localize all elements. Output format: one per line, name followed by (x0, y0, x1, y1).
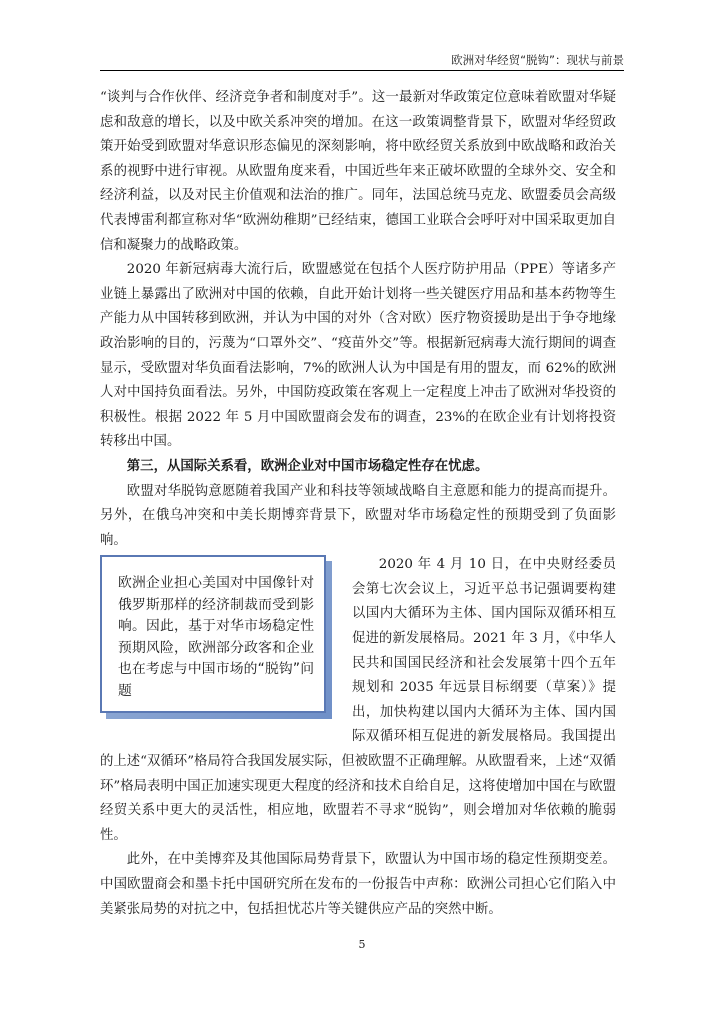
paragraph-1: “谈判与合作伙伴、经济竞争者和制度对手”。这一最新对华政策定位意味着欧盟对华疑虑和敌意的增长，以及中欧关系冲突的增加。在这一政策调整背景下，欧盟对华经贸政策开始受到欧盟对华意识形态偏见的深刻影响，将中欧经贸关系放到中欧战略和政治关系的视野中进行审视。从欧盟角度来看，中国近些年来正破坏欧盟的全球外交、安全和经济利益，以及对民主价值观和法治的推广。同年，法国总统马克龙、欧盟委员会高级代表博雷利都宣称对华“欧洲幼稚期”已经结束，德国工业联合会呼吁对中国采取更加自信和凝聚力的战略政策。 (100, 90, 616, 253)
callout-box (100, 555, 338, 723)
page-number: 5 (358, 938, 366, 951)
section-heading: 第三，从国际关系看，欧洲企业对中国市场稳定性存在忧虑。 (126, 458, 489, 474)
paragraph-2: 2020 年新冠病毒大流行后，欧盟感觉在包括个人医疗防护用品（PPE）等诸多产业链上暴露出了欧洲对中国的依赖，自此开始计划将一些关键医疗用品和基本药物等生产能力从中国转移到欧洲，并认为中国的对外（含对欧）医疗物资援助是出于争夺地缘政治影响的目的，污蔑为“口罩外交”、“疫苗外交”等。根据新冠病毒大流行期间的调查显示，受欧盟对华负面看法影响，7%的欧洲人认为中国是有用的盟友，而 62%的欧洲人对中国持负面看法。另外，中国防疫政策在客观上一定程度上冲击了欧洲对华投资的积极性。根据 2022 年 5 月中国欧盟商会发布的调查，23%的在欧企业有计划将投资转移出中国。 (100, 262, 616, 450)
running-header (100, 52, 624, 71)
page-body (100, 86, 616, 922)
paragraph-5: 此外，在中美博弈及其他国际局势背景下，欧盟认为中国市场的稳定性预期变差。中国欧盟商会和墨卡托中国研究所在发布的一份报告中声称：欧洲公司担心它们陷入中美紧张局势的对抗之中，包括担忧芯片等关键供应产品的突然中断。 (100, 852, 616, 917)
running-header-title: 欧洲对华经贸“脱钩”：现状与前景 (451, 53, 624, 67)
paragraph-3: 欧盟对华脱钩意愿随着我国产业和科技等领域战略自主意愿和能力的提高而提升。另外，在俄乌冲突和中美长期博弈背景下，欧盟对华市场稳定性的预期受到了负面影响。 (100, 483, 616, 548)
callout-text: 欧洲企业担心美国对中国像针对俄罗斯那样的经济制裁而受到影响。因此，基于对华市场稳定性预期风险，欧洲部分政客和企业也在考虑与中国市场的“脱钩”问题 (118, 575, 314, 699)
paragraph-4: 2020 年 4 月 10 日，在中央财经委员会第七次会议上，习近平总书记强调要构建以国内大循环为主体、国内国际双循环相互促进的新发展格局。2021 年 3 月，《中华人民共和国国民经济和社会发展第十四个五年规划和 2035 年远景目标纲要（草案）》提出，加快构建以国内大循环为主体、国内国际双循环相互促进的新发展格局。我国提出的上述“双循环”格局符合我国发展实际，但被欧盟不正确理解。从欧盟看来，上述“双循环”格局表明中国正加速实现更大程度的经济和技术自给自足，这将使增加中国在与欧盟经贸关系中更大的灵活性，相应地，欧盟若不寻求“脱钩”，则会增加对华依赖的脆弱性。 (100, 557, 616, 843)
callout-frame (100, 555, 326, 713)
